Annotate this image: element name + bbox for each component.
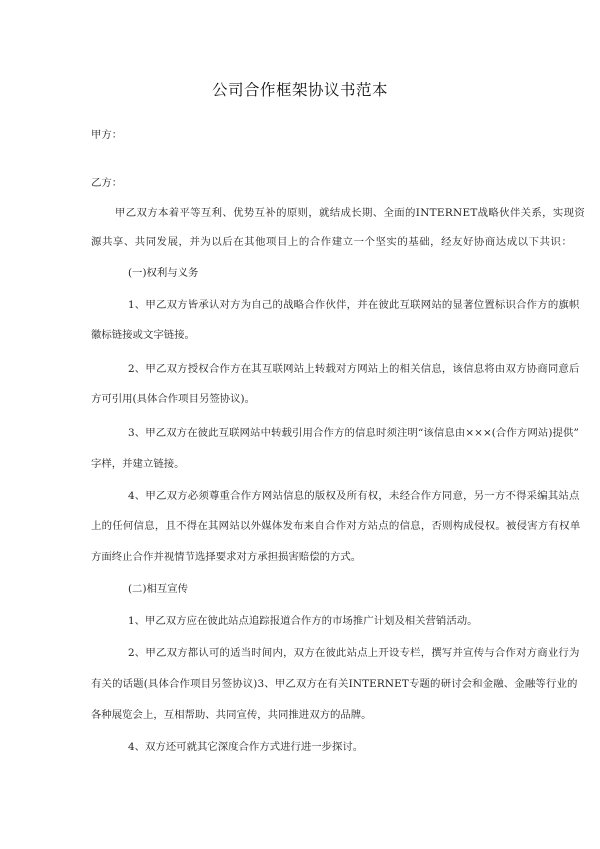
- section-1-item-3-line-1: 3、甲乙双方在彼此互联网站中转载引用合作方的信息时须注明“该信息由×××(合作方网站)提供”: [128, 427, 579, 439]
- document-title: 公司合作框架协议书范本: [211, 81, 388, 99]
- intro-line-2: 源共享、共同发展，并为以后在其他项目上的合作建立一个坚实的基础，经友好协商达成以下共识：: [91, 236, 573, 248]
- section-1-item-3-line-2: 字样，并建立链接。: [91, 458, 185, 470]
- section-2-item-2-line-1: 2、甲乙双方都认可的适当时间内，双方在彼此站点上开设专栏，撰写并宣传与合作对方商业行为: [128, 647, 580, 659]
- section-2-item-1-line-1: 1、甲乙双方应在彼此站点追踪报道合作方的市场推广计划及相关营销活动。: [128, 615, 478, 627]
- section-2-heading: (二)相互宣传: [128, 583, 189, 595]
- party-b-label: 乙方：: [91, 177, 123, 189]
- section-1-item-4-line-1: 4、甲乙双方必须尊重合作方网站信息的版权及所有权，未经合作方同意，另一方不得采编其站点: [128, 490, 580, 502]
- section-1-item-4-line-2: 上的任何信息，且不得在其网站以外媒体发布来自合作对方站点的信息，否则构成侵权。被侵害方有权单: [91, 520, 581, 532]
- section-1-item-4-line-3: 方面终止合作并视情节选择要求对方承担损害赔偿的方式。: [91, 551, 362, 563]
- section-2-item-2-line-2: 有关的话题(具体合作项目另签协议)3、甲乙双方在有关INTERNET专题的研讨会和金融、金融等行业的: [91, 678, 578, 690]
- section-2-item-4-line-1: 4、双方还可就其它深度合作方式进行进一步探讨。: [128, 741, 364, 753]
- section-1-item-1-line-1: 1、甲乙双方皆承认对方为自己的战略合作伙伴，并在彼此互联网站的显著位置标识合作方的旗帜: [128, 299, 580, 311]
- section-2-item-2-line-3: 各种展览会上，互相帮助、共同宣传，共同推进双方的品牌。: [91, 709, 372, 721]
- section-1-item-2-line-2: 方可引用(具体合作项目另签协议)。: [91, 393, 255, 405]
- intro-line-1: 甲乙双方本着平等互利、优势互补的原则，就结成长期、全面的INTERNET战略伙伴关系，实现资: [115, 207, 586, 219]
- section-1-heading: (一)权利与义务: [128, 267, 199, 279]
- section-1-item-2-line-1: 2、甲乙双方授权合作方在其互联网站上转载对方网站上的相关信息，该信息将由双方协商同意后: [128, 363, 580, 375]
- party-a-label: 甲方：: [91, 129, 123, 141]
- section-1-item-1-line-2: 徽标链接或文字链接。: [91, 329, 195, 341]
